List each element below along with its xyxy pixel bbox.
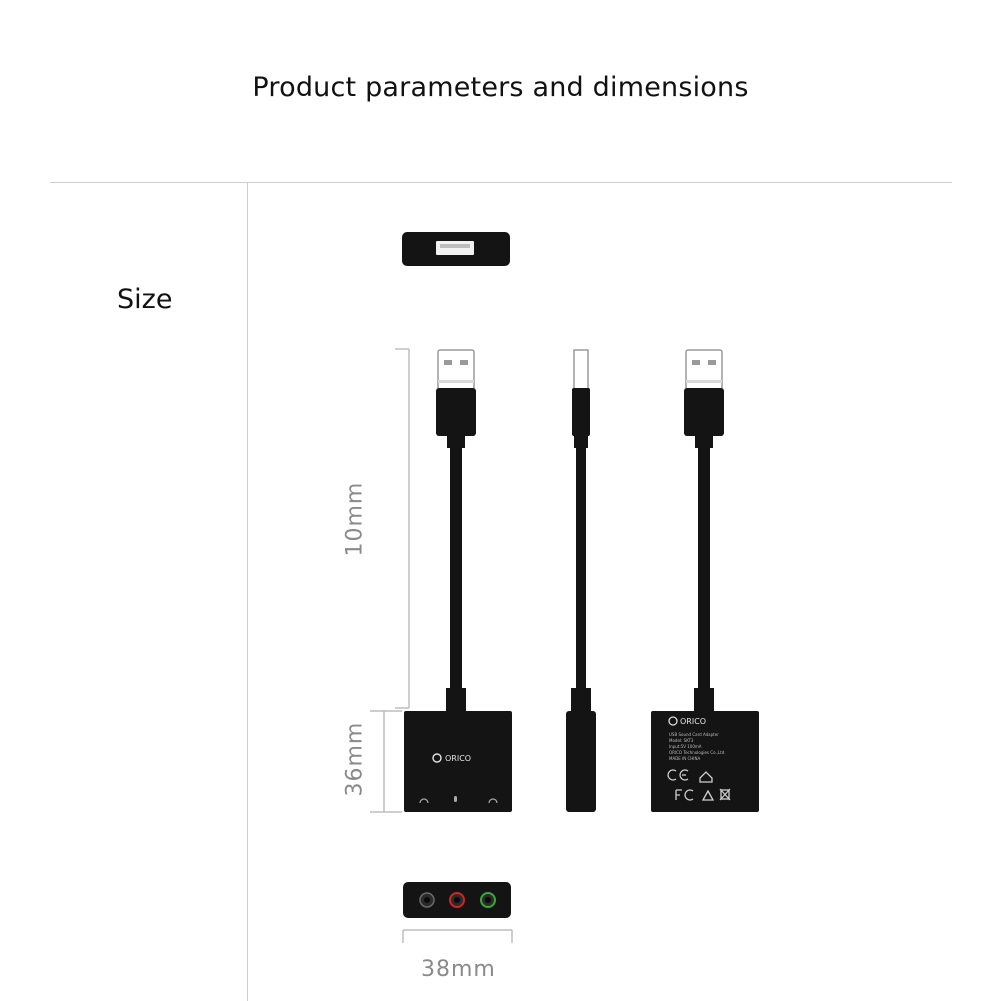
side-view-adapter: [566, 350, 596, 812]
top-view-usb-port: [402, 232, 510, 266]
width-dimension-bracket: [403, 930, 512, 943]
label-line-5: MADE IN CHINA: [669, 756, 701, 761]
length-dimension-label: 10mm: [342, 481, 368, 557]
label-line-3: Input:5V 100mA: [669, 744, 702, 749]
page-title: Product parameters and dimensions: [252, 72, 749, 103]
label-line-2: Model: SKT3: [669, 738, 694, 743]
size-label: Size: [117, 284, 173, 315]
label-line-1: USB Sound Card Adapter: [669, 732, 719, 737]
height-dimension-bracket: [370, 711, 402, 812]
label-line-4: ORICO Technologies Co.,Ltd.: [669, 750, 726, 755]
length-dimension-bracket: [395, 349, 409, 708]
width-dimension-label: 38mm: [421, 957, 496, 982]
height-dimension-label: 36mm: [342, 721, 368, 797]
back-brand-logo: ORICO: [680, 717, 707, 726]
bottom-view-audio-jacks: [403, 882, 511, 918]
front-brand-logo: ORICO: [445, 754, 472, 763]
back-view-adapter: [651, 350, 759, 812]
front-view-adapter: [404, 350, 512, 812]
